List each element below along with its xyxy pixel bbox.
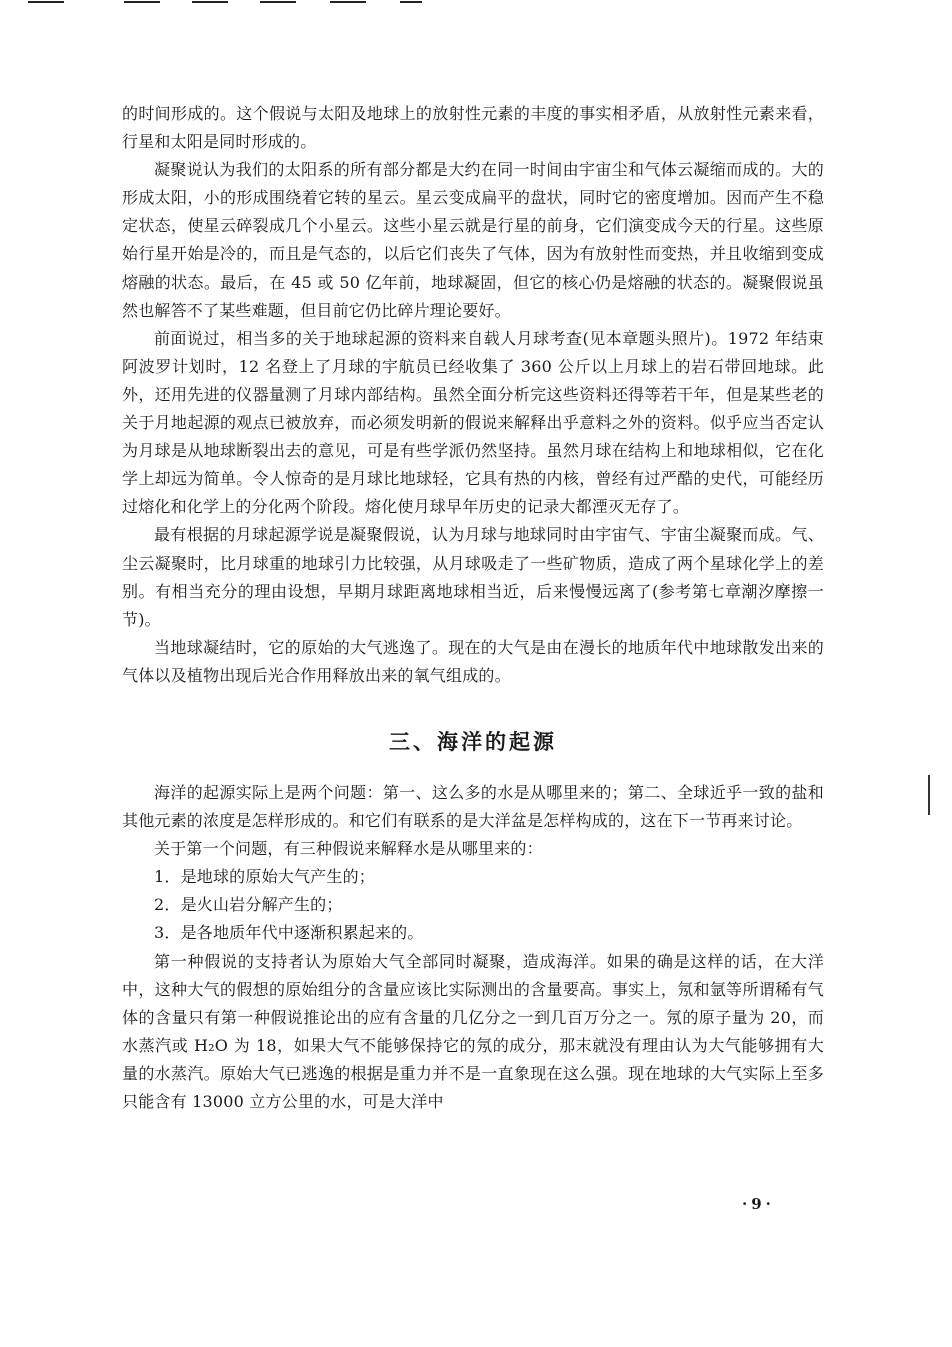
list-item: 3．是各地质年代中逐渐积累起来的。 [154,923,424,943]
paragraph: 第一种假说的支持者认为原始大气全部同时凝聚，造成海洋。如果的确是这样的话，在大洋中，这种大气的假想的原始组分的含量应该比实际测出的含量要高。事实上，氖和氩等所谓稀有气体的含量只有第一种假说推论出的应有含量的几亿分之一到几百万分之一。氖的原子量为 20，而水蒸汽或 H₂O 为 18，如果大气不能够保持它的氖的成分，那末就没有理由认为大气能够拥有大量的水蒸汽。原始大气已逃逸的根据是重力并不是一直象现在这么强。现在地球的大气实际上至多只能含有 13000 立方公里的水，可是大洋中 [122,951,824,1111]
header-rules [0,0,952,6]
section-title: 三、海洋的起源 [389,728,557,754]
margin-mark [928,775,930,815]
paragraph: 关于第一个问题，有三种假说来解释水是从哪里来的： [154,839,543,859]
list-item: 2．是火山岩分解产生的； [154,895,343,915]
paragraph: 海洋的起源实际上是两个问题：第一、这么多的水是从哪里来的；第二、全球近乎一致的盐和其他元素的浓度是怎样形成的。和它们有联系的是大洋盆是怎样构成的，这在下一节再来讨论。 [122,782,824,831]
page-number: ·9· [742,1195,775,1213]
page-body [122,100,824,1116]
paragraph: 的时间形成的。这个假说与太阳及地球上的放射性元素的丰度的事实相矛盾，从放射性元素来看，行星和太阳是同时形成的。 [122,104,824,152]
paragraph: 前面说过，相当多的关于地球起源的资料来自载人月球考查(见本章题头照片)。1972 年结束阿波罗计划时，12 名登上了月球的宇航员已经收集了 360 公斤以上月球上的岩石带回地球。此外，还用先进的仪器量测了月球内部结构。虽然全面分析完这些资料还得等若干年，但是某些老的关于月地起源的观点已被放弃，而必须发明新的假说来解释出乎意料之外的资料。似乎应当否定认为月球是从地球断裂出去的意见，可是有些学派仍然坚持。虽然月球在结构上和地球相似，它在化学上却远为简单。令人惊奇的是月球比地球轻，它具有热的内核，曾经有过严酷的史代，可能经历过熔化和化学上的分化两个阶段。熔化使月球早年历史的记录大都湮灭无存了。 [122,328,824,517]
paragraph: 最有根据的月球起源学说是凝聚假说，认为月球与地球同时由宇宙气、宇宙尘凝聚而成。气、尘云凝聚时，比月球重的地球引力比较强，从月球吸走了一些矿物质，造成了两个星球化学上的差别。有相当充分的理由设想，早期月球距离地球相当近，后来慢慢远离了(参考第七章潮汐摩擦一节)。 [122,525,824,629]
list-item: 1．是地球的原始大气产生的； [154,867,375,887]
paragraph: 凝聚说认为我们的太阳系的所有部分都是大约在同一时间由宇宙尘和气体云凝缩而成的。大的形成太阳，小的形成围绕着它转的星云。星云变成扁平的盘状，同时它的密度增加。因而产生不稳定状态，使星云碎裂成几个小星云。这些小星云就是行星的前身，它们演变成今天的行星。这些原始行星开始是冷的，而且是气态的，以后它们丧失了气体，因为有放射性而变热，并且收缩到变成熔融的状态。最后，在 45 或 50 亿年前，地球凝固，但它的核心仍是熔融的状态的。凝聚假说虽然也解答不了某些难题，但目前它仍比碎片理论要好。 [122,160,824,320]
paragraph: 当地球凝结时，它的原始的大气逃逸了。现在的大气是由在漫长的地质年代中地球散发出来的气体以及植物出现后光合作用释放出来的氧气组成的。 [122,637,824,685]
